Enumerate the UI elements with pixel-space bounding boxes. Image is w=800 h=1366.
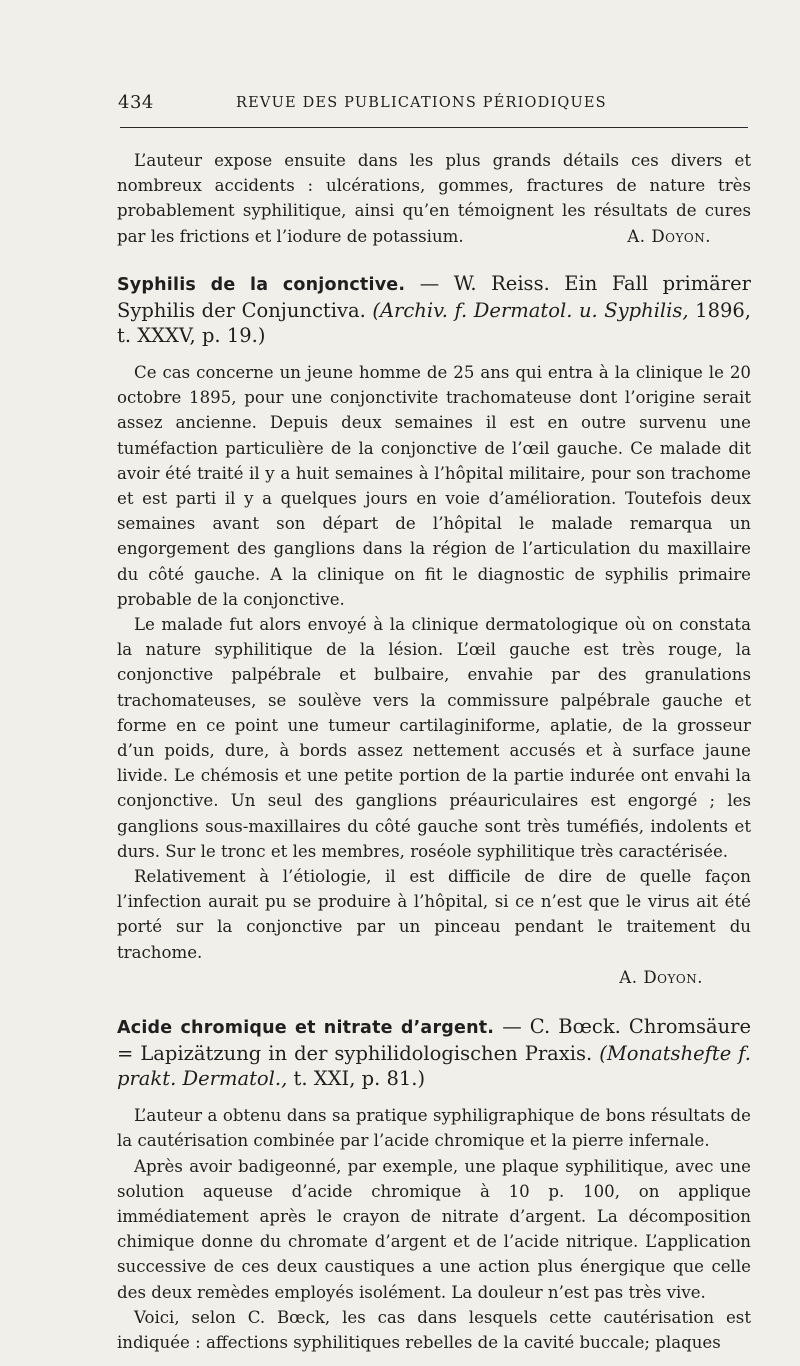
article2-paragraph: L’auteur a obtenu dans sa pratique syphiligraphique de bons résultats de la cautérisation combinée par l’acide chromique et la pierre infernale.	[117, 1106, 751, 1151]
article2-title-author: — C. Bœck.	[494, 1015, 621, 1039]
running-title: REVUE DES PUBLICATIONS PÉRIODIQUES	[236, 95, 607, 111]
article1-title-author: — W. Reiss.	[405, 272, 550, 296]
article2-paragraph: Après avoir badigeonné, par exemple, une plaque syphilitique, avec une solution aqueuse d’acide chromique à 10 p. 100, on applique immédiatement après le crayon de nitrate d’argent. La décomposition chimique donne du chromate d’argent et de l’acide nitrique. L’application successive de ces deux caustiques a une action plus énergique que celle des deux remèdes employés isolément. La douleur n’est pas très vive.	[117, 1156, 751, 1302]
article1-title	[117, 271, 751, 348]
article1-signature: A. Doyon.	[619, 967, 703, 987]
intro-signature: A. Doyon.	[627, 226, 711, 246]
page-header	[118, 92, 750, 116]
article1-title-source: (Archiv. f. Dermatol. u. Syphilis,	[365, 299, 689, 323]
page-number: 434	[118, 92, 154, 113]
article2-paragraph: Voici, selon C. Bœck, les cas dans lesquels cette cautérisation est indiquée : affections syphilitiques rebelles de la cavité buccale; plaques	[117, 1307, 751, 1352]
article2-title-source: (Monatshefte f. prakt. Dermatol.,	[117, 1042, 751, 1091]
page-body	[117, 148, 751, 1355]
article1-title-german: Ein Fall primärer Syphilis der Conjunctiva.	[117, 272, 751, 323]
article1-title-label: Syphilis de la conjonctive.	[117, 275, 406, 296]
article1-paragraph: Le malade fut alors envoyé à la clinique dermatologique où on constata la nature syphilitique de la lésion. L’œil gauche est très rouge, la conjonctive palpébrale et bulbaire, envahie par des granulations trachomateuses, se soulève vers la commissure palpébrale gauche et forme en ce point une tumeur cartilaginiforme, aplatie, de la grosseur d’un poids, dure, à bords assez nettement accusés et à surface jaune livide. Le chémosis et une petite portion de la partie indurée ont envahi la conjonctive. Un seul des ganglions préauriculaires est engorgé ; les ganglions sous-maxillaires du côté gauche sont très tuméfiés, indolents et durs. Sur le tronc et les membres, roséole syphilitique très caractérisée.	[117, 615, 751, 861]
article1-title-tail: 1896, t. XXXV, p. 19.)	[117, 299, 751, 348]
article2-title-tail: t. XXI, p. 81.)	[287, 1067, 426, 1091]
article1-paragraph: Ce cas concerne un jeune homme de 25 ans qui entra à la clinique le 20 octobre 1895, pour une conjonctivite trachomateuse dont l’origine serait assez ancienne. Depuis deux semaines il est en outre survenu une tuméfaction particulière de la conjonctive de l’œil gauche. Ce malade dit avoir été traité il y a huit semaines à l’hôpital militaire, pour son trachome et est parti il y a quelques jours en voie d’amélioration. Toutefois deux semaines avant son départ de l’hôpital le malade remarqua un engorgement des ganglions dans la région de l’articulation du maxillaire du côté gauche. A la clinique on fit le diagnostic de syphilis primaire probable de la conjonctive.	[117, 363, 751, 609]
header-rule	[120, 127, 748, 128]
intro-paragraph: L’auteur expose ensuite dans les plus grands détails ces divers et nombreux accidents : ulcérations, gommes, fractures de nature très probablement syphilitique, ainsi qu’en témoignent les résultats de cures par les frictions et l’iodure de potassium.	[117, 151, 751, 246]
article2-title	[117, 1014, 751, 1091]
article1-paragraph: Relativement à l’étiologie, il est difficile de dire de quelle façon l’infection aurait pu se produire à l’hôpital, si ce n’est que le virus ait été porté sur la conjonctive par un pinceau pendant le traitement du trachome.	[117, 867, 751, 962]
article2-title-label: Acide chromique et nitrate d’argent.	[117, 1018, 495, 1039]
article2-title-german: Chromsäure = Lapizätzung in der syphilidologischen Praxis.	[117, 1015, 751, 1066]
